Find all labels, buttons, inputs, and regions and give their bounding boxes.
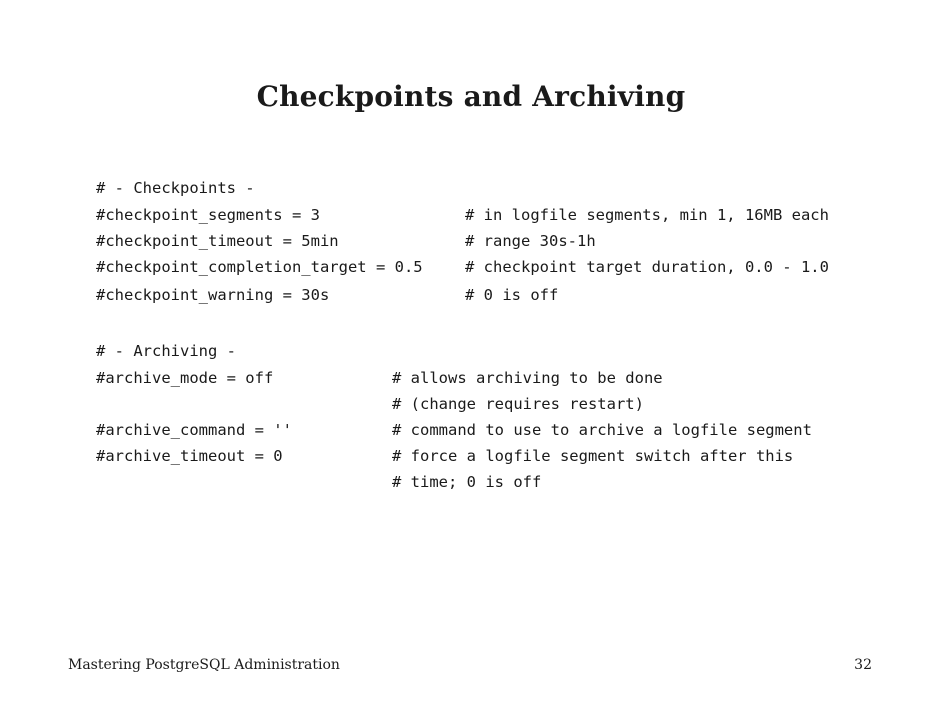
archive-mode-setting: #archive_mode = off bbox=[96, 369, 274, 387]
slide-title: Checkpoints and Archiving bbox=[256, 80, 686, 113]
archive-command-comment: # command to use to archive a logfile segment bbox=[392, 421, 812, 439]
archive-mode-comment: # allows archiving to be done bbox=[392, 369, 663, 387]
archive-timeout-setting: #archive_timeout = 0 bbox=[96, 447, 283, 465]
archive-timeout-comment-continued: # time; 0 is off bbox=[392, 473, 542, 491]
checkpoint-timeout-setting: #checkpoint_timeout = 5min bbox=[96, 232, 339, 250]
checkpoints-heading: # - Checkpoints - bbox=[96, 179, 255, 197]
checkpoint-timeout-comment: # range 30s-1h bbox=[465, 232, 596, 250]
checkpoint-completion-target-setting: #checkpoint_completion_target = 0.5 bbox=[96, 258, 423, 276]
archive-command-setting: #archive_command = '' bbox=[96, 421, 292, 439]
checkpoint-warning-setting: #checkpoint_warning = 30s bbox=[96, 286, 330, 304]
footer-page-number: 32 bbox=[854, 657, 872, 673]
archive-timeout-comment: # force a logfile segment switch after this bbox=[392, 447, 794, 465]
checkpoint-completion-target-comment: # checkpoint target duration, 0.0 - 1.0 bbox=[465, 258, 829, 276]
footer-book-title: Mastering PostgreSQL Administration bbox=[68, 657, 340, 673]
checkpoint-segments-setting: #checkpoint_segments = 3 bbox=[96, 206, 320, 224]
checkpoint-segments-comment: # in logfile segments, min 1, 16MB each bbox=[465, 206, 829, 224]
archiving-heading: # - Archiving - bbox=[96, 342, 236, 360]
checkpoint-warning-comment: # 0 is off bbox=[465, 286, 559, 304]
archive-mode-comment-continued: # (change requires restart) bbox=[392, 395, 644, 413]
